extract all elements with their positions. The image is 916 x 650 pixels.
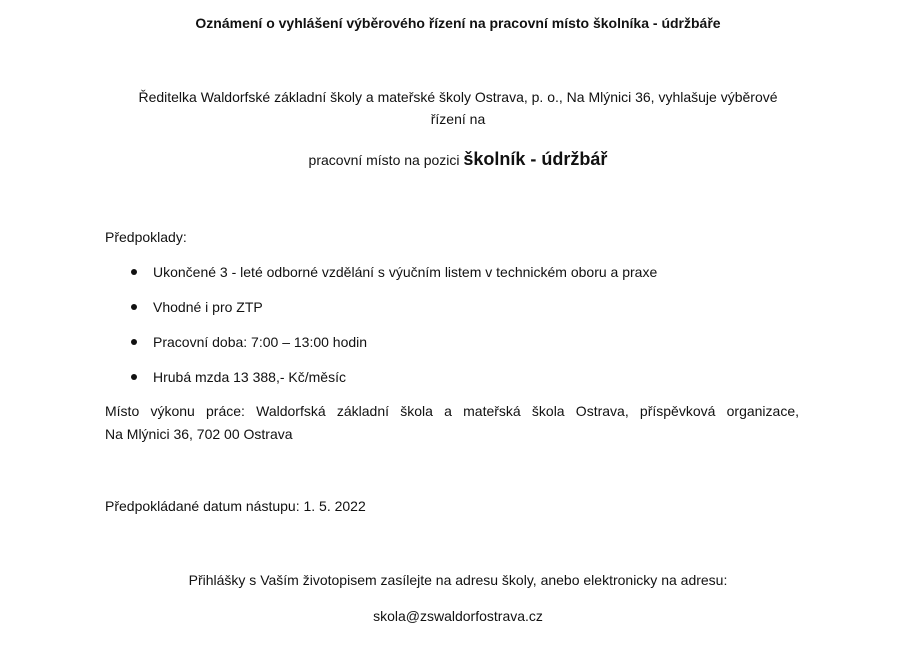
workplace-line-1: Místo výkonu práce: Waldorfská základní škola a mateřská škola Ostrava, příspěvková organizace, <box>105 403 799 419</box>
application-instructions: Přihlášky s Vaším životopisem zasílejte na adresu školy, anebo elektronicky na adresu: <box>188 572 728 588</box>
requirements-list <box>105 263 825 403</box>
position-name: školník - údržbář <box>463 149 608 169</box>
requirement-text: Hrubá mzda 13 388,- Kč/měsíc <box>153 369 346 385</box>
bullet-icon <box>131 374 137 380</box>
start-date: Předpokládané datum nástupu: 1. 5. 2022 <box>105 498 366 514</box>
intro-line-2: řízení na <box>430 111 486 127</box>
workplace-line-2: Na Mlýnici 36, 702 00 Ostrava <box>105 426 293 442</box>
position-prefix: pracovní místo na pozici <box>308 152 460 168</box>
list-item <box>105 368 825 386</box>
position-line <box>0 148 916 171</box>
requirements-heading: Předpoklady: <box>105 229 187 245</box>
list-item <box>105 263 825 281</box>
intro-paragraph <box>100 86 816 130</box>
document-title: Oznámení o vyhlášení výběrového řízení na pracovní místo školníka - údržbáře <box>195 15 721 31</box>
requirement-text: Pracovní doba: 7:00 – 13:00 hodin <box>153 334 368 350</box>
bullet-icon <box>131 304 137 310</box>
requirement-text: Vhodné i pro ZTP <box>153 299 263 315</box>
workplace-paragraph <box>105 400 799 446</box>
contact-email: skola@zswaldorfostrava.cz <box>373 608 543 624</box>
list-item <box>105 298 825 316</box>
requirement-text: Ukončené 3 - leté odborné vzdělání s výučním listem v technickém oboru a praxe <box>153 264 658 280</box>
list-item <box>105 333 825 351</box>
intro-line-1: Ředitelka Waldorfské základní školy a mateřské školy Ostrava, p. o., Na Mlýnici 36, vyhlašuje výběrové <box>138 89 778 105</box>
bullet-icon <box>131 269 137 275</box>
bullet-icon <box>131 339 137 345</box>
